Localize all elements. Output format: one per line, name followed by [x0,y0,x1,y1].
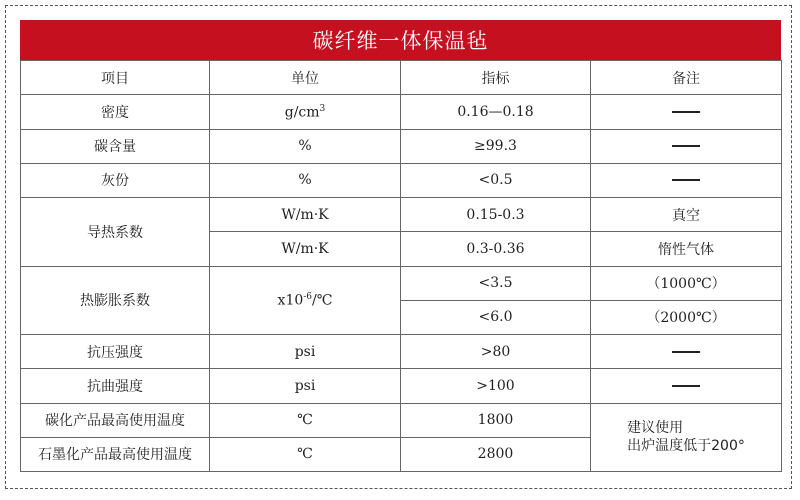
unit-cell: psi [210,369,401,403]
value-cell: 2800 [401,437,591,471]
unit-cell: ℃ [210,403,401,437]
dash-mark [672,111,700,113]
note-cell: （2000℃） [591,300,782,334]
note-cell [591,369,782,403]
table-row [21,129,782,163]
unit-cell: W/m·K [210,198,401,232]
row-label: 灰份 [21,163,210,197]
table-row [21,95,782,129]
table-title: 碳纤维一体保温毡 [20,20,781,60]
note-cell [591,129,782,163]
value-cell: >100 [401,369,591,403]
table-row [21,198,782,232]
temp-note-line: 出炉温度低于200° [627,438,745,455]
value-cell: <6.0 [401,300,591,334]
header-value: 指标 [401,61,591,95]
unit-cell: psi [210,335,401,369]
note-cell [591,335,782,369]
header-item: 项目 [21,61,210,95]
temp-note-line: 建议使用 [627,420,684,437]
unit-cell: $g/cm^3$ [210,95,401,129]
table-row [21,266,782,300]
dash-mark [672,145,700,147]
dash-mark [672,385,700,387]
note-cell: 惰性气体 [591,232,782,266]
unit-cell: $x10^{-6}/℃$ [210,266,401,335]
note-cell [591,403,782,472]
unit-cell: ℃ [210,437,401,471]
unit-cell: % [210,163,401,197]
dash-mark [672,179,700,181]
row-label: 石墨化产品最高使用温度 [21,437,210,471]
value-cell: 1800 [401,403,591,437]
header-note: 备注 [591,61,782,95]
note-cell [591,163,782,197]
table-row [21,163,782,197]
header-row [21,61,782,95]
table-row [21,369,782,403]
row-label: 导热系数 [21,198,210,267]
row-label: 密度 [21,95,210,129]
value-cell: 0.15-0.3 [401,198,591,232]
value-cell: 0.3-0.36 [401,232,591,266]
unit-cell: W/m·K [210,232,401,266]
unit-cell: % [210,129,401,163]
spec-table [20,60,782,472]
table-row [21,335,782,369]
value-cell: <3.5 [401,266,591,300]
temp-note [627,419,745,455]
row-label: 抗压强度 [21,335,210,369]
row-label: 碳含量 [21,129,210,163]
row-label: 抗曲强度 [21,369,210,403]
dash-mark [672,351,700,353]
note-cell: （1000℃） [591,266,782,300]
value-cell: ≥99.3 [401,129,591,163]
row-label: 热膨胀系数 [21,266,210,335]
table-row [21,403,782,437]
row-label: 碳化产品最高使用温度 [21,403,210,437]
value-cell: 0.16—0.18 [401,95,591,129]
header-unit: 单位 [210,61,401,95]
value-cell: <0.5 [401,163,591,197]
value-cell: >80 [401,335,591,369]
note-cell [591,95,782,129]
note-cell: 真空 [591,198,782,232]
